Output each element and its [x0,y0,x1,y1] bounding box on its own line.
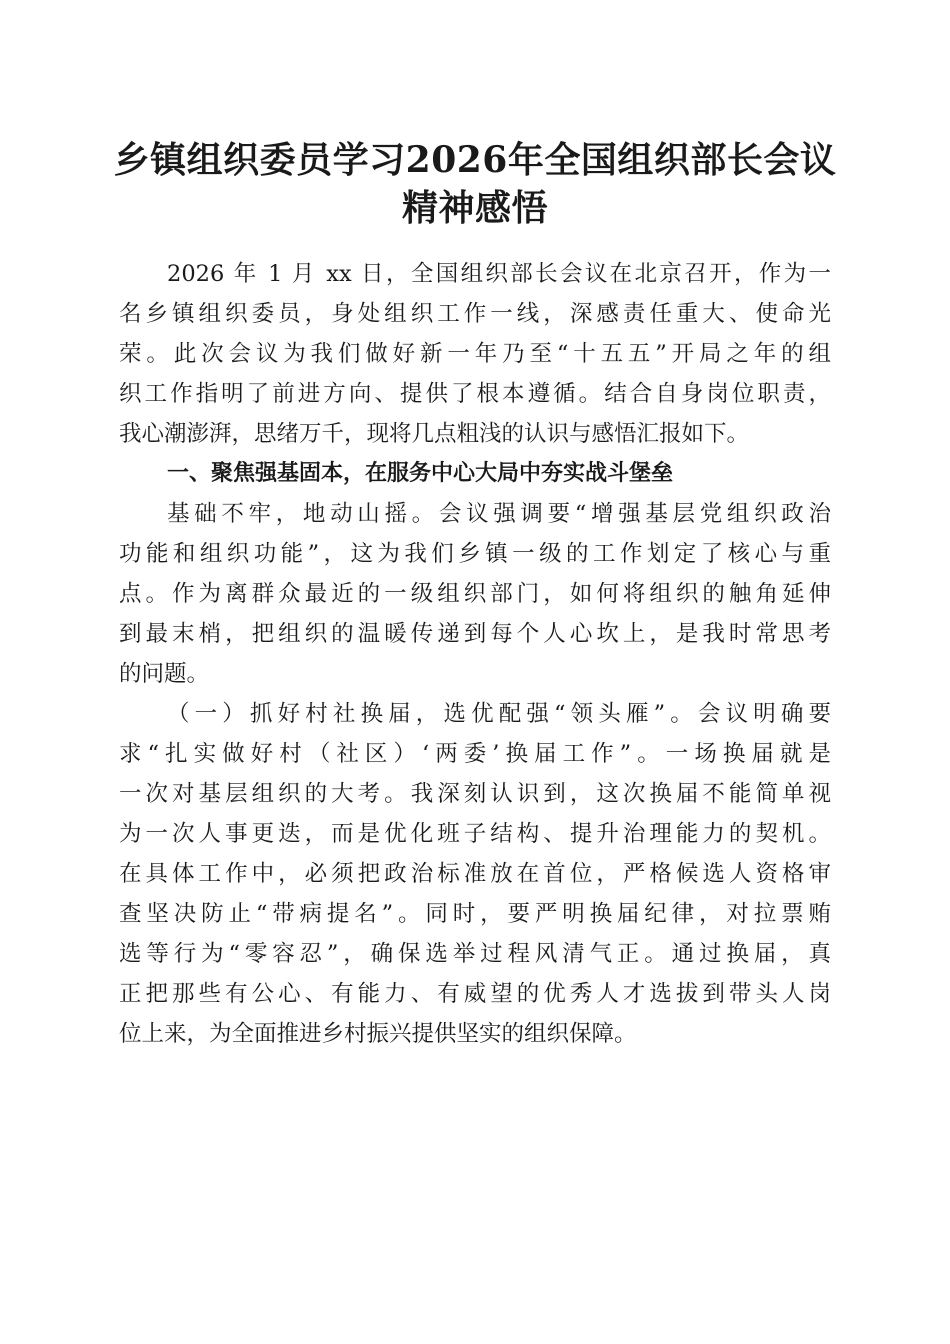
text-line: 基础不牢，地动山摇。会议强调要“增强基层党组织政治 [167,501,831,527]
document-title [100,136,850,232]
text-line: 位上来，为全面推进乡村振兴提供坚实的组织保障。 [119,1021,637,1047]
text-line: 正把那些有公心、有能力、有威望的优秀人才选拔到带头人岗 [119,981,831,1007]
text-line: 到最末梢，把组织的温暖传递到每个人心坎上，是我时常思考 [119,621,831,647]
text-line: 2026 年 1 月 xx 日，全国组织部长会议在北京召开，作为一 [167,261,831,287]
intro-paragraph [119,254,831,454]
text-line: 我心潮澎湃，思绪万千，现将几点粗浅的认识与感悟汇报如下。 [119,421,750,447]
title-line: 乡镇组织委员学习2026年全国组织部长会议 [113,139,837,181]
text-line: 点。作为离群众最近的一级组织部门，如何将组织的触角延伸 [119,581,831,607]
title-line: 精神感悟 [401,187,548,229]
text-line: 选等行为“零容忍”，确保选举过程风清气正。通过换届，真 [119,941,831,967]
section-heading: 一、聚焦强基固本，在服务中心大局中夯实战斗堡垒 [167,461,674,486]
text-line: 查坚决防止“带病提名”。同时，要严明换届纪律，对拉票贿 [119,901,831,927]
text-line: 功能和组织功能”，这为我们乡镇一级的工作划定了核心与重 [119,541,831,567]
document-body [119,254,831,1054]
subsection-paragraph [119,694,831,1054]
text-line: 织工作指明了前进方向、提供了根本遵循。结合自身岗位职责， [119,381,831,407]
text-line: 荣。此次会议为我们做好新一年乃至“十五五”开局之年的组 [119,341,831,367]
text-line: 一次对基层组织的大考。我深刻认识到，这次换届不能简单视 [119,781,831,807]
text-line: 名乡镇组织委员，身处组织工作一线，深感责任重大、使命光 [119,301,831,327]
text-line: （一）抓好村社换届，选优配强“领头雁”。会议明确要 [167,701,831,727]
section-paragraph [119,494,831,694]
text-line: 求“扎实做好村（社区）‘两委’换届工作”。一场换届就是 [119,741,831,767]
text-line: 在具体工作中，必须把政治标准放在首位，严格候选人资格审 [119,861,831,887]
text-line: 为一次人事更迭，而是优化班子结构、提升治理能力的契机。 [119,821,831,847]
text-line: 的问题。 [119,661,210,687]
